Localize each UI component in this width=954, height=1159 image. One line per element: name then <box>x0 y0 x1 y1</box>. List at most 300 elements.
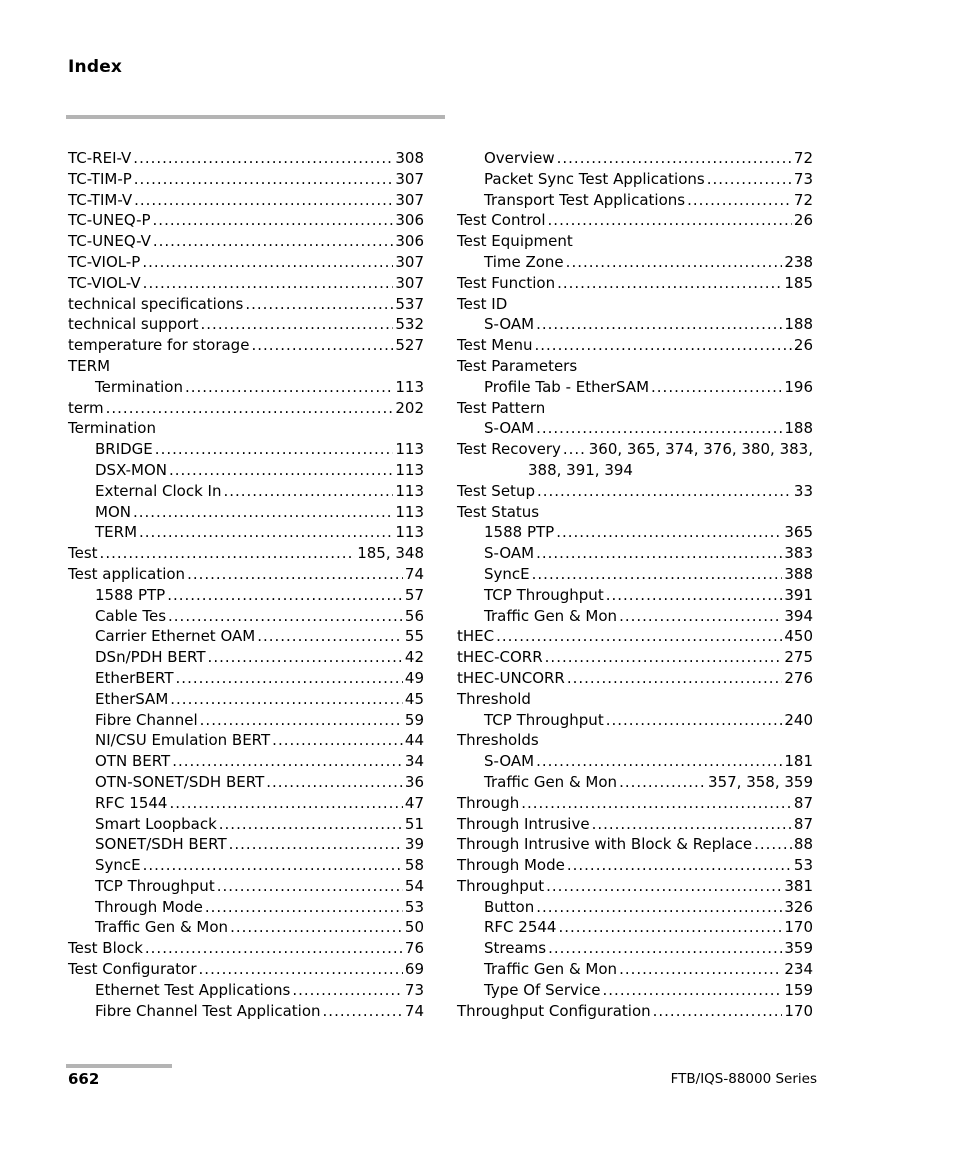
index-page-ref: 537 <box>395 294 424 313</box>
dot-leader <box>651 377 782 398</box>
index-entry <box>457 335 813 356</box>
index-term: Carrier Ethernet OAM <box>95 627 256 646</box>
dot-leader <box>100 543 356 564</box>
index-term: RFC 1544 <box>95 793 168 812</box>
index-entry <box>457 751 813 772</box>
dot-leader <box>548 938 782 959</box>
index-page-ref: 56 <box>404 606 424 625</box>
index-page-ref: 59 <box>404 710 424 729</box>
index-term: TCP Throughput <box>484 585 604 604</box>
index-entry <box>68 855 424 876</box>
index-entry <box>457 460 813 481</box>
index-entry <box>68 460 424 481</box>
index-entry <box>457 959 813 980</box>
dot-leader <box>219 814 403 835</box>
index-page-ref: 391 <box>784 585 813 604</box>
page-number: 662 <box>68 1070 100 1088</box>
index-entry <box>68 730 424 751</box>
index-entry <box>457 231 813 252</box>
index-page-ref: 49 <box>404 668 424 687</box>
index-term: temperature for storage <box>68 336 250 355</box>
index-term: EtherSAM <box>95 689 169 708</box>
index-page-ref: 88 <box>793 835 813 854</box>
index-term: Ethernet Test Applications <box>95 980 291 999</box>
dot-leader <box>143 855 403 876</box>
index-page-ref: 188 <box>784 419 813 438</box>
index-entry <box>68 502 424 523</box>
index-term: Fibre Channel <box>95 710 198 729</box>
index-term: Through <box>457 793 520 812</box>
index-page-ref: 388 <box>784 564 813 583</box>
index-term: 388, 391, 394 <box>528 460 633 479</box>
index-term: RFC 2544 <box>484 918 557 937</box>
dot-leader <box>687 190 792 211</box>
index-page-ref: 53 <box>404 897 424 916</box>
index-column-right <box>457 148 813 1021</box>
index-entry <box>457 730 813 751</box>
index-page-ref: 185 <box>784 273 813 292</box>
dot-leader <box>199 959 403 980</box>
index-entry <box>457 418 813 439</box>
index-page-ref: 73 <box>793 169 813 188</box>
index-term: 1588 PTP <box>95 585 166 604</box>
index-page-ref: 306 <box>395 232 424 251</box>
index-term: Packet Sync Test Applications <box>484 169 705 188</box>
page-title: Index <box>68 57 123 77</box>
index-term: Traffic Gen & Mon <box>484 772 618 791</box>
index-entry <box>68 689 424 710</box>
index-term: SONET/SDH BERT <box>95 835 227 854</box>
index-entry <box>68 190 424 211</box>
index-term: Termination <box>95 377 183 396</box>
index-term: TC-VIOL-V <box>68 273 141 292</box>
index-entry <box>457 273 813 294</box>
index-entry <box>457 294 813 315</box>
index-entry <box>68 377 424 398</box>
index-term: Test Pattern <box>457 398 546 417</box>
index-term: Through Intrusive <box>457 814 590 833</box>
index-term: TERM <box>95 523 138 542</box>
dot-leader <box>754 834 792 855</box>
dot-leader <box>134 169 394 190</box>
index-entry <box>457 689 813 710</box>
dot-leader <box>187 564 403 585</box>
index-entry <box>68 439 424 460</box>
index-term: Through Mode <box>457 856 565 875</box>
index-page-ref: 360, 365, 374, 376, 380, 383, <box>588 440 813 459</box>
dot-leader <box>223 481 393 502</box>
index-page-ref: 170 <box>784 918 813 937</box>
index-term: TERM <box>68 356 111 375</box>
index-entry <box>457 834 813 855</box>
index-entry <box>457 585 813 606</box>
index-entry <box>68 772 424 793</box>
index-term: Test Control <box>457 211 546 230</box>
dot-leader <box>185 377 393 398</box>
index-page-ref: 381 <box>784 876 813 895</box>
index-term: Test Equipment <box>457 232 573 251</box>
dot-leader <box>536 418 782 439</box>
index-entry <box>457 980 813 1001</box>
index-page-ref: 276 <box>784 668 813 687</box>
index-term: Button <box>484 897 535 916</box>
dot-leader <box>567 855 792 876</box>
index-entry <box>68 1001 424 1022</box>
index-entry <box>457 855 813 876</box>
index-entry <box>68 751 424 772</box>
index-entry <box>68 273 424 294</box>
index-entry <box>68 252 424 273</box>
dot-leader <box>208 647 403 668</box>
index-term: SyncE <box>95 856 141 875</box>
index-term: BRIDGE <box>95 440 153 459</box>
dot-leader <box>142 252 393 273</box>
index-entry <box>457 793 813 814</box>
dot-leader <box>217 876 403 897</box>
index-entry <box>68 876 424 897</box>
dot-leader <box>266 772 403 793</box>
index-page-ref: 42 <box>404 648 424 667</box>
index-term: Threshold <box>457 689 531 708</box>
index-page-ref: 383 <box>784 544 813 563</box>
index-term: Type Of Service <box>484 980 601 999</box>
dot-leader <box>536 543 782 564</box>
index-term: MON <box>95 502 131 521</box>
index-term: External Clock In <box>95 481 222 500</box>
index-entry <box>68 148 424 169</box>
index-page-ref: 185, 348 <box>357 544 424 563</box>
index-term: S-OAM <box>484 315 535 334</box>
index-entry <box>457 439 813 460</box>
index-term: tHEC <box>457 627 495 646</box>
index-page-ref: 44 <box>404 731 424 750</box>
index-term: OTN BERT <box>95 752 171 771</box>
index-page-ref: 234 <box>784 960 813 979</box>
index-page-ref: 306 <box>395 211 424 230</box>
dot-leader <box>619 606 782 627</box>
index-term: Test Function <box>457 273 556 292</box>
dot-leader <box>546 876 782 897</box>
index-entry <box>457 938 813 959</box>
index-page-ref: 26 <box>793 336 813 355</box>
index-term: tHEC-CORR <box>457 648 543 667</box>
dot-leader <box>536 897 782 918</box>
index-term: Test Status <box>457 502 540 521</box>
index-entry <box>457 668 813 689</box>
index-term: TC-UNEQ-P <box>68 211 151 230</box>
index-term: TCP Throughput <box>95 876 215 895</box>
index-term: Throughput <box>457 876 545 895</box>
index-page-ref: 74 <box>404 1001 424 1020</box>
dot-leader <box>143 273 394 294</box>
index-entry <box>68 564 424 585</box>
index-entry <box>68 834 424 855</box>
index-entry <box>457 148 813 169</box>
index-entry <box>457 897 813 918</box>
dot-leader <box>153 231 393 252</box>
index-entry <box>457 377 813 398</box>
index-entry <box>68 980 424 1001</box>
index-page-ref: 307 <box>395 273 424 292</box>
index-term: EtherBERT <box>95 668 174 687</box>
index-entry <box>68 543 424 564</box>
index-page-ref: 188 <box>784 315 813 334</box>
index-term: NI/CSU Emulation BERT <box>95 731 271 750</box>
index-entry <box>68 314 424 335</box>
header-divider <box>66 115 445 119</box>
index-page-ref: 359 <box>784 939 813 958</box>
index-entry <box>68 647 424 668</box>
dot-leader <box>563 439 587 460</box>
dot-leader <box>323 1001 403 1022</box>
dot-leader <box>153 210 394 231</box>
index-term: Test Setup <box>457 481 535 500</box>
dot-leader <box>548 210 792 231</box>
index-entry <box>68 398 424 419</box>
index-entry <box>68 793 424 814</box>
dot-leader <box>536 314 782 335</box>
dot-leader <box>558 917 782 938</box>
dot-leader <box>145 938 403 959</box>
index-page-ref: 326 <box>784 897 813 916</box>
index-page-ref: 238 <box>784 252 813 271</box>
dot-leader <box>172 751 403 772</box>
index-term: Throughput Configuration <box>457 1001 651 1020</box>
index-page-ref: 51 <box>404 814 424 833</box>
dot-leader <box>134 190 393 211</box>
index-entry <box>68 710 424 731</box>
index-column-left <box>68 148 424 1021</box>
index-entry <box>68 522 424 543</box>
index-term: TC-VIOL-P <box>68 252 141 271</box>
dot-leader <box>537 481 792 502</box>
index-page-ref: 275 <box>784 648 813 667</box>
dot-leader <box>545 647 783 668</box>
index-term: Test Recovery <box>457 440 561 459</box>
dot-leader <box>200 710 403 731</box>
dot-leader <box>169 460 393 481</box>
index-entry <box>457 606 813 627</box>
dot-leader <box>557 148 792 169</box>
index-term: Traffic Gen & Mon <box>484 960 618 979</box>
index-entry <box>68 335 424 356</box>
index-entry <box>457 772 813 793</box>
index-page-ref: 47 <box>404 793 424 812</box>
index-entry <box>457 398 813 419</box>
dot-leader <box>272 730 403 751</box>
dot-leader <box>155 439 394 460</box>
index-entry <box>68 814 424 835</box>
index-page-ref: 307 <box>395 252 424 271</box>
dot-leader <box>535 335 792 356</box>
index-entry <box>457 564 813 585</box>
index-page-ref: 57 <box>404 585 424 604</box>
index-term: OTN-SONET/SDH BERT <box>95 772 265 791</box>
index-term: Test <box>68 544 98 563</box>
index-page-ref: 50 <box>404 918 424 937</box>
index-term: S-OAM <box>484 419 535 438</box>
dot-leader <box>496 626 782 647</box>
index-page-ref: 72 <box>793 149 813 167</box>
index-entry <box>457 252 813 273</box>
dot-leader <box>176 668 403 689</box>
index-term: Streams <box>484 939 547 958</box>
index-term: technical specifications <box>68 294 244 313</box>
dot-leader <box>557 273 782 294</box>
index-page-ref: 54 <box>404 876 424 895</box>
index-entry <box>457 647 813 668</box>
dot-leader <box>257 626 403 647</box>
index-term: tHEC-UNCORR <box>457 668 565 687</box>
index-page-ref: 113 <box>395 523 424 542</box>
index-page-ref: 39 <box>404 835 424 854</box>
index-entry <box>457 481 813 502</box>
index-term: TC-TIM-V <box>68 190 133 209</box>
index-entry <box>457 210 813 231</box>
index-entry <box>68 585 424 606</box>
index-page-ref: 76 <box>404 939 424 958</box>
index-entry <box>68 668 424 689</box>
index-entry <box>457 1001 813 1022</box>
dot-leader <box>292 980 403 1001</box>
dot-leader <box>170 689 403 710</box>
index-entry <box>457 190 813 211</box>
index-entry <box>68 231 424 252</box>
dot-leader <box>230 917 403 938</box>
index-entry <box>68 418 424 439</box>
index-term: Test ID <box>457 294 508 313</box>
index-term: Transport Test Applications <box>484 190 686 209</box>
dot-leader <box>606 710 783 731</box>
index-entry <box>457 814 813 835</box>
index-page-ref: 34 <box>404 752 424 771</box>
index-page-ref: 365 <box>784 523 813 542</box>
index-page-ref: 55 <box>404 627 424 646</box>
index-page-ref: 113 <box>395 502 424 521</box>
index-page-ref: 58 <box>404 856 424 875</box>
index-term: term <box>68 398 104 417</box>
dot-leader <box>603 980 783 1001</box>
dot-leader <box>168 606 403 627</box>
index-term: Test Menu <box>457 336 533 355</box>
index-entry <box>457 876 813 897</box>
index-entry <box>68 356 424 377</box>
index-term: technical support <box>68 315 199 334</box>
index-term: Traffic Gen & Mon <box>95 918 229 937</box>
dot-leader <box>707 169 792 190</box>
index-page-ref: 113 <box>395 481 424 500</box>
index-page-ref: 181 <box>784 752 813 771</box>
index-term: Through Mode <box>95 897 203 916</box>
dot-leader <box>133 502 393 523</box>
index-page-ref: 196 <box>784 377 813 396</box>
index-entry <box>68 917 424 938</box>
product-series: FTB/IQS-88000 Series <box>670 1071 817 1087</box>
dot-leader <box>556 522 782 543</box>
index-term: Smart Loopback <box>95 814 217 833</box>
index-page-ref: 307 <box>395 190 424 209</box>
dot-leader <box>245 294 393 315</box>
dot-leader <box>566 252 783 273</box>
index-page-ref: 532 <box>395 315 424 334</box>
index-page-ref: 394 <box>784 606 813 625</box>
index-entry <box>457 502 813 523</box>
index-term: 1588 PTP <box>484 523 555 542</box>
index-page-ref: 87 <box>793 793 813 812</box>
index-term: S-OAM <box>484 752 535 771</box>
index-page-ref: 69 <box>404 960 424 979</box>
index-entry <box>68 959 424 980</box>
index-page-ref: 113 <box>395 377 424 396</box>
index-term: DSX-MON <box>95 460 167 479</box>
index-page-ref: 36 <box>404 772 424 791</box>
index-page-ref: 113 <box>395 440 424 459</box>
index-term: TC-TIM-P <box>68 169 132 188</box>
index-entry <box>457 917 813 938</box>
index-entry <box>68 169 424 190</box>
index-term: Cable Tes <box>95 606 167 625</box>
index-term: Profile Tab - EtherSAM <box>484 377 650 396</box>
index-page-ref: 202 <box>395 398 424 417</box>
dot-leader <box>205 897 403 918</box>
dot-leader <box>133 148 393 169</box>
index-page-ref: 113 <box>395 460 424 479</box>
index-term: Test application <box>68 564 186 583</box>
dot-leader <box>229 834 403 855</box>
footer-divider <box>66 1064 172 1068</box>
index-entry <box>68 210 424 231</box>
index-entry <box>457 169 813 190</box>
index-entry <box>457 543 813 564</box>
dot-leader <box>169 793 402 814</box>
index-term: Overview <box>484 149 555 167</box>
dot-leader <box>139 522 393 543</box>
index-page-ref: 450 <box>784 627 813 646</box>
index-term: Time Zone <box>484 252 564 271</box>
index-entry <box>68 897 424 918</box>
index-term: TC-UNEQ-V <box>68 232 151 251</box>
index-page-ref: 33 <box>793 481 813 500</box>
index-term: S-OAM <box>484 544 535 563</box>
index-page-ref: 527 <box>395 336 424 355</box>
index-term: TC-REI-V <box>68 149 132 167</box>
dot-leader <box>592 814 792 835</box>
index-page-ref: 26 <box>793 211 813 230</box>
dot-leader <box>201 314 394 335</box>
index-term: Traffic Gen & Mon <box>484 606 618 625</box>
dot-leader <box>567 668 783 689</box>
index-entry <box>457 626 813 647</box>
dot-leader <box>251 335 393 356</box>
dot-leader <box>653 1001 783 1022</box>
index-entry <box>457 356 813 377</box>
index-page-ref: 357, 358, 359 <box>708 772 813 791</box>
index-term: Thresholds <box>457 731 539 750</box>
index-entry <box>68 938 424 959</box>
index-page-ref: 73 <box>404 980 424 999</box>
index-term: Test Parameters <box>457 356 578 375</box>
index-page-ref: 307 <box>395 169 424 188</box>
dot-leader <box>619 772 706 793</box>
dot-leader <box>606 585 783 606</box>
index-term: DSn/PDH BERT <box>95 648 206 667</box>
index-page-ref: 87 <box>793 814 813 833</box>
dot-leader <box>532 564 783 585</box>
dot-leader <box>167 585 403 606</box>
index-term: Test Block <box>68 939 143 958</box>
dot-leader <box>521 793 792 814</box>
dot-leader <box>536 751 782 772</box>
